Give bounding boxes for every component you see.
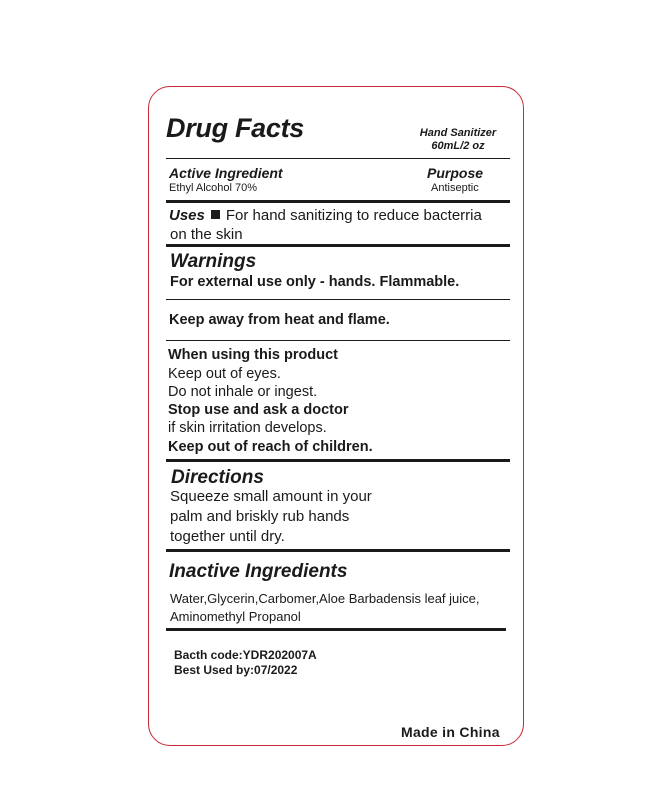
divider — [166, 340, 510, 341]
directions-heading: Directions — [171, 467, 264, 488]
uses-heading: Uses — [169, 207, 205, 224]
batch-code: Bacth code:YDR202007A — [174, 648, 317, 662]
divider — [166, 299, 510, 300]
directions-text-3: together until dry. — [170, 528, 285, 545]
divider — [166, 459, 510, 462]
uses-text-2: on the skin — [170, 226, 243, 243]
warning-eyes: Keep out of eyes. — [168, 366, 281, 382]
divider — [166, 549, 510, 552]
bullet-icon — [211, 210, 220, 219]
uses-line-1 — [169, 207, 482, 225]
warning-external-use: For external use only - hands. Flammable. — [170, 274, 460, 290]
purpose-heading: Purpose — [427, 165, 484, 181]
inactive-ingredients-text-1: Water,Glycerin,Carbomer,Aloe Barbadensis leaf juice, — [170, 591, 480, 606]
made-in-country: Made in China — [401, 724, 500, 740]
uses-text-1: For hand sanitizing to reduce bacterria — [225, 207, 482, 224]
inactive-ingredients-text-2: Aminomethyl Propanol — [170, 609, 301, 624]
product-size: 60mL/2 oz — [431, 140, 485, 152]
when-using-heading: When using this product — [168, 347, 338, 363]
purpose-value: Antiseptic — [431, 182, 479, 194]
active-ingredient-heading: Active Ingredient — [169, 165, 283, 181]
directions-text-1: Squeeze small amount in your — [170, 488, 372, 505]
product-name: Hand Sanitizer — [419, 127, 497, 139]
divider — [166, 628, 506, 631]
best-used-by: Best Used by:07/2022 — [174, 663, 298, 677]
divider — [166, 244, 510, 247]
warning-irritation: if skin irritation develops. — [168, 420, 327, 436]
inactive-ingredients-heading: Inactive Ingredients — [169, 561, 348, 582]
warning-children: Keep out of reach of children. — [168, 439, 373, 455]
warning-heat: Keep away from heat and flame. — [169, 312, 390, 328]
stop-use-heading: Stop use and ask a doctor — [168, 402, 349, 418]
divider — [166, 200, 510, 203]
warnings-heading: Warnings — [170, 251, 257, 272]
directions-text-2: palm and briskly rub hands — [170, 508, 350, 525]
drug-facts-title: Drug Facts — [166, 113, 305, 143]
divider — [166, 158, 510, 159]
active-ingredient-value: Ethyl Alcohol 70% — [169, 182, 258, 194]
warning-inhale: Do not inhale or ingest. — [168, 384, 318, 400]
